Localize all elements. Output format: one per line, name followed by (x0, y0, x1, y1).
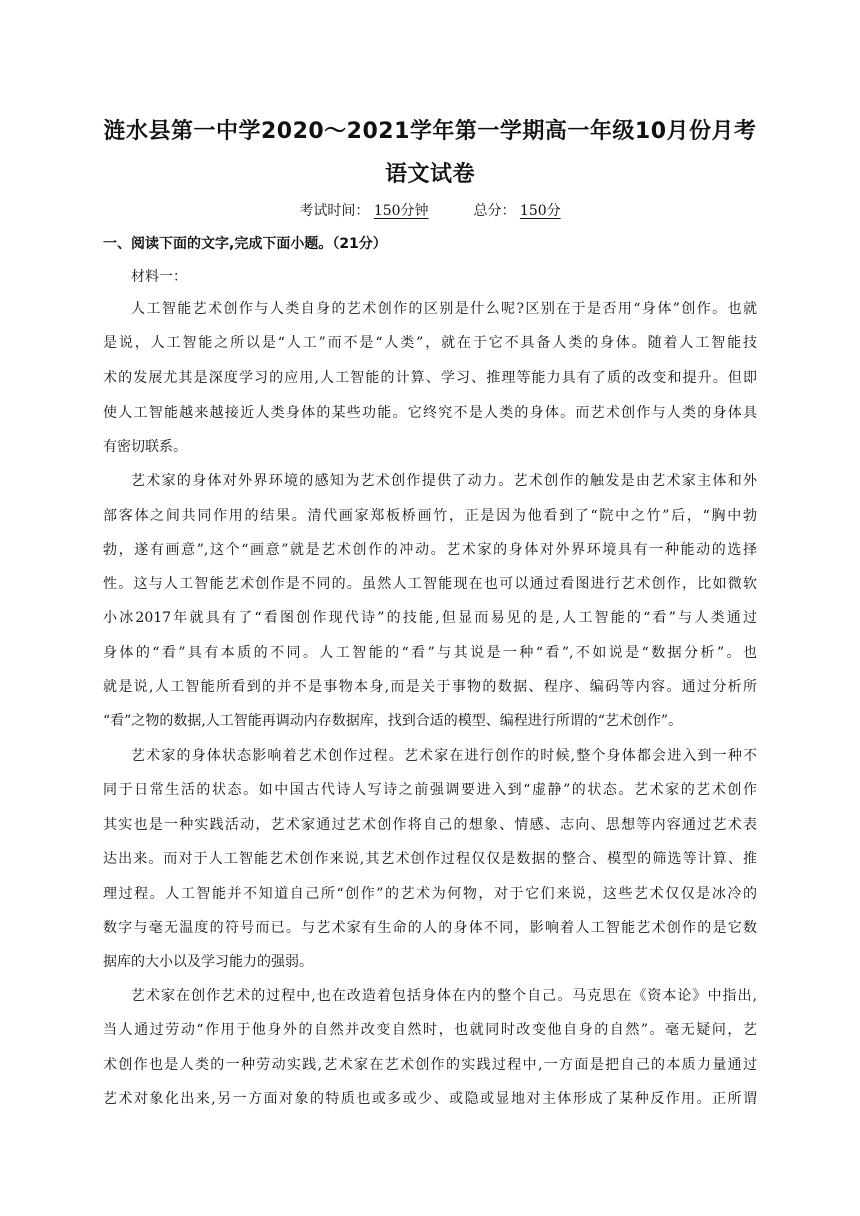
passage-line: 小冰2017年就具有了“看图创作现代诗”的技能,但显而易见的是,人工智能的“看”与人类通过 (103, 610, 757, 626)
exam-time-label: 考试时间： (299, 203, 370, 219)
passage-line: 数字与毫无温度的符号而已。与艺术家有生命的人的身体不同，影响着人工智能艺术创作的是它数 (103, 920, 757, 936)
passage-line: 是说，人工智能之所以是“人工”而不是“人类”，就在于它不具备人类的身体。随着人工智能技 (103, 335, 757, 351)
exam-meta (60, 200, 800, 220)
material-label: 材料一： (131, 269, 187, 285)
passage-line: 勃，遂有画意”,这个“画意”就是艺术创作的冲动。艺术家的身体对外界环境具有一种能动的选择 (103, 542, 757, 558)
passage-line: 术创作也是人类的一种劳动实践,艺术家在艺术创作的实践过程中,一方面是把自己的本质力量通过 (103, 1057, 757, 1073)
passage-line: 据库的大小以及学习能力的强弱。 (103, 954, 313, 970)
passage-line: 部客体之间共同作用的结果。清代画家郑板桥画竹，正是因为他看到了“院中之竹”后，“胸中勃 (103, 508, 757, 524)
passage-line: 理过程。人工智能并不知道自己所“创作”的艺术为何物，对于它们来说，这些艺术仅仅是冰冷的 (103, 886, 757, 902)
section-heading: 一、阅读下面的文字,完成下面小题。（21分） (103, 236, 387, 252)
passage-line: 身体的“看”具有本质的不同。人工智能的“看”与其说是一种“看”,不如说是“数据分析”。也 (103, 645, 757, 661)
passage-line: 达出来。而对于人工智能艺术创作来说,其艺术创作过程仅仅是数据的整合、模型的筛选等计算、推 (103, 851, 757, 867)
passage-line: 有密切联系。 (103, 439, 187, 455)
passage-line: 同于日常生活的状态。如中国古代诗人写诗之前强调要进入到“虚静”的状态。艺术家的艺术创作 (103, 782, 757, 798)
passage-line: 性。这与人工智能艺术创作是不同的。虽然人工智能现在也可以通过看图进行艺术创作，比如微软 (103, 576, 757, 592)
exam-time-value: 150分钟 (373, 203, 429, 219)
passage-line: 人工智能艺术创作与人类自身的艺术创作的区别是什么呢?区别在于是否用“身体”创作。也就 (131, 301, 757, 317)
passage-line: 其实也是一种实践活动，艺术家通过艺术创作将自己的想象、情感、志向、思想等内容通过艺术表 (103, 817, 757, 833)
passage-line: 使人工智能越来越接近人类身体的某些功能。它终究不是人类的身体。而艺术创作与人类的身体具 (103, 405, 757, 421)
passage-line: 艺术家的身体状态影响着艺术创作过程。艺术家在进行创作的时候,整个身体都会进入到一种不 (131, 748, 757, 764)
exam-title: 涟水县第一中学2020～2021学年第一学期高一年级10月份月考 (103, 119, 757, 144)
exam-score-value: 150分 (519, 203, 561, 219)
passage-line: 艺术家在创作艺术的过程中,也在改造着包括身体在内的整个自己。马克思在《资本论》中指出, (131, 988, 757, 1004)
passage-line: 艺术家的身体对外界环境的感知为艺术创作提供了动力。艺术创作的触发是由艺术家主体和外 (131, 473, 757, 489)
passage-line: 术的发展尤其是深度学习的应用,人工智能的计算、学习、推理等能力具有了质的改变和提升。但即 (103, 370, 757, 386)
exam-subtitle: 语文试卷 (384, 162, 475, 187)
exam-score-label: 总分： (473, 203, 516, 219)
passage-line: 当人通过劳动“作用于他身外的自然并改变自然时，也就同时改变他自身的自然”。毫无疑问，艺 (103, 1022, 757, 1038)
passage-line: “看”之物的数据,人工智能再调动内存数据库，找到合适的模型、编程进行所谓的“艺术创作”。 (103, 713, 683, 729)
passage-line: 艺术对象化出来,另一方面对象的特质也或多或少、或隐或显地对主体形成了某种反作用。正所谓 (103, 1091, 757, 1107)
passage-line: 就是说,人工智能所看到的并不是事物本身,而是关于事物的数据、程序、编码等内容。通过分析所 (103, 679, 757, 695)
